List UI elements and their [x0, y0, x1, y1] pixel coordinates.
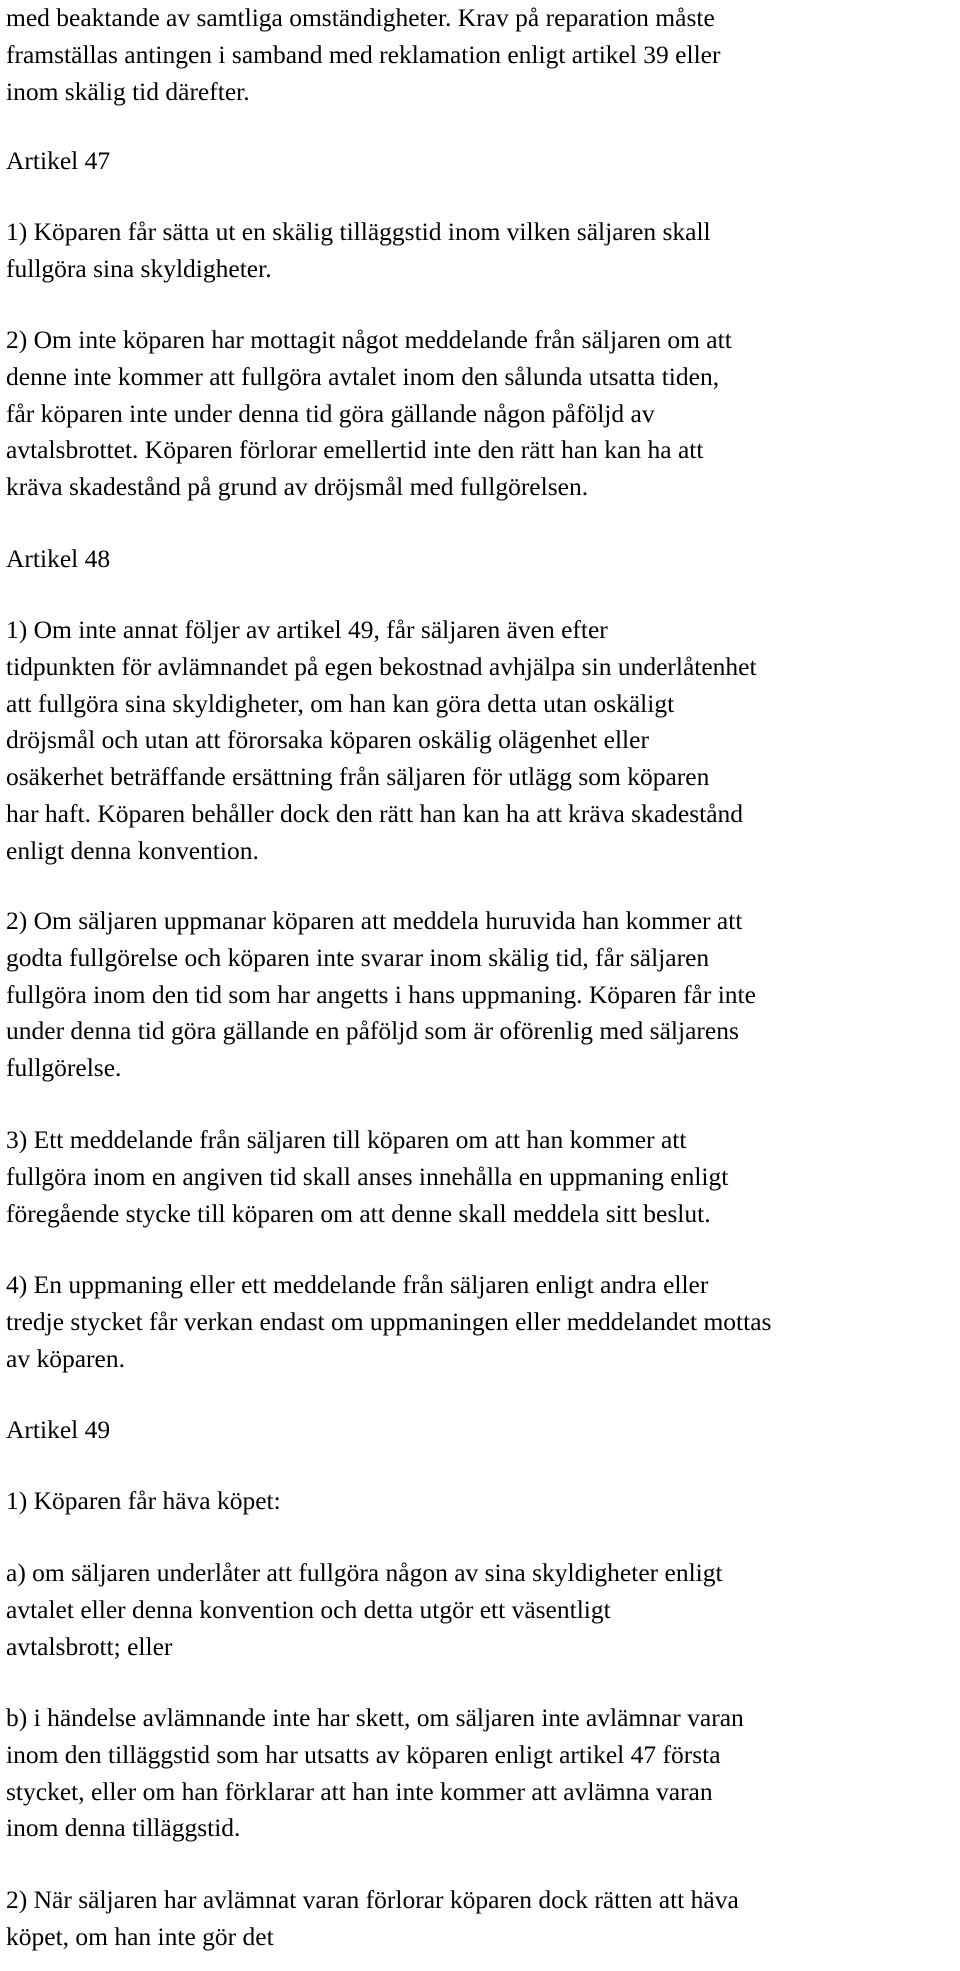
text-line: fullgöra inom den tid som har angetts i hans uppmaning. Köparen får inte: [6, 979, 756, 1009]
text-line: fullgöra sina skyldigheter.: [6, 253, 272, 283]
text-line: stycket, eller om han förklarar att han inte kommer att avlämna varan: [6, 1776, 713, 1806]
paragraph-49-1: [6, 1483, 956, 1520]
paragraph-47-2: [6, 322, 956, 506]
text-line: föregående stycke till köparen om att denne skall meddela sitt beslut.: [6, 1198, 711, 1228]
text-line: tidpunkten för avlämnandet på egen bekostnad avhjälpa sin underlåtenhet: [6, 651, 757, 681]
article-heading: Artikel 48: [6, 544, 111, 573]
text-line: får köparen inte under denna tid göra gällande någon påföljd av: [6, 398, 655, 428]
text-line: kräva skadestånd på grund av dröjsmål med fullgörelsen.: [6, 472, 589, 502]
text-line: denne inte kommer att fullgöra avtalet inom den sålunda utsatta tiden,: [6, 361, 720, 391]
paragraph-48-2: [6, 903, 956, 1087]
text-line: godta fullgörelse och köparen inte svarar inom skälig tid, får säljaren: [6, 942, 710, 972]
paragraph-48-3: [6, 1122, 956, 1232]
text-line: köpet, om han inte gör det: [6, 1921, 274, 1951]
text-line: under denna tid göra gällande en påföljd som är oförenlig med säljarens: [6, 1016, 739, 1046]
text-line: av köparen.: [6, 1343, 125, 1373]
paragraph-47-1: [6, 214, 956, 288]
paragraph-intro: [6, 0, 956, 110]
paragraph-48-4: [6, 1267, 956, 1377]
text-line: avtalet eller denna konvention och detta utgör ett väsentligt: [6, 1594, 611, 1624]
text-line: 1) Köparen får häva köpet:: [6, 1486, 281, 1515]
text-line: enligt denna konvention.: [6, 835, 259, 865]
text-line: avtalsbrottet. Köparen förlorar emellertid inte den rätt han kan ha att: [6, 435, 704, 465]
text-line: 1) Om inte annat följer av artikel 49, får säljaren även efter: [6, 615, 608, 644]
text-line: 3) Ett meddelande från säljaren till köparen om att han kommer att: [6, 1125, 687, 1154]
text-line: 2) Om säljaren uppmanar köparen att meddela huruvida han kommer att: [6, 906, 743, 935]
paragraph-49-1-b: [6, 1700, 956, 1847]
text-line: osäkerhet beträffande ersättning från säljaren för utlägg som köparen: [6, 762, 710, 792]
paragraph-48-1: [6, 612, 956, 870]
text-line: fullgörelse.: [6, 1053, 122, 1083]
paragraph-49-2: [6, 1882, 956, 1956]
article-heading: Artikel 49: [6, 1415, 111, 1444]
text-line: a) om säljaren underlåter att fullgöra någon av sina skyldigheter enligt: [6, 1558, 723, 1587]
text-line: att fullgöra sina skyldigheter, om han kan göra detta utan oskäligt: [6, 688, 675, 718]
text-line: fullgöra inom en angiven tid skall anses innehålla en uppmaning enligt: [6, 1161, 729, 1191]
text-line: dröjsmål och utan att förorsaka köparen oskälig olägenhet eller: [6, 725, 649, 755]
text-line: 1) Köparen får sätta ut en skälig tilläggstid inom vilken säljaren skall: [6, 217, 711, 246]
text-line: tredje stycket får verkan endast om uppmaningen eller meddelandet mottas: [6, 1306, 772, 1336]
heading-artikel-48: [6, 541, 956, 578]
heading-artikel-47: [6, 143, 956, 180]
text-line: med beaktande av samtliga omständigheter. Krav på reparation måste: [6, 3, 715, 32]
article-heading: Artikel 47: [6, 146, 111, 175]
text-line: inom skälig tid därefter.: [6, 76, 250, 106]
heading-artikel-49: [6, 1412, 956, 1449]
text-line: b) i händelse avlämnande inte har skett, om säljaren inte avlämnar varan: [6, 1703, 744, 1732]
text-line: framställas antingen i samband med reklamation enligt artikel 39 eller: [6, 39, 721, 69]
text-line: 2) Om inte köparen har mottagit något meddelande från säljaren om att: [6, 325, 732, 354]
text-line: 4) En uppmaning eller ett meddelande från säljaren enligt andra eller: [6, 1270, 709, 1299]
paragraph-49-1-a: [6, 1555, 956, 1665]
text-line: inom den tilläggstid som har utsatts av köparen enligt artikel 47 första: [6, 1739, 721, 1769]
text-line: 2) När säljaren har avlämnat varan förlorar köparen dock rätten att häva: [6, 1885, 739, 1914]
text-line: har haft. Köparen behåller dock den rätt han kan ha att kräva skadestånd: [6, 798, 744, 828]
text-line: avtalsbrott; eller: [6, 1631, 173, 1661]
text-line: inom denna tilläggstid.: [6, 1813, 241, 1843]
